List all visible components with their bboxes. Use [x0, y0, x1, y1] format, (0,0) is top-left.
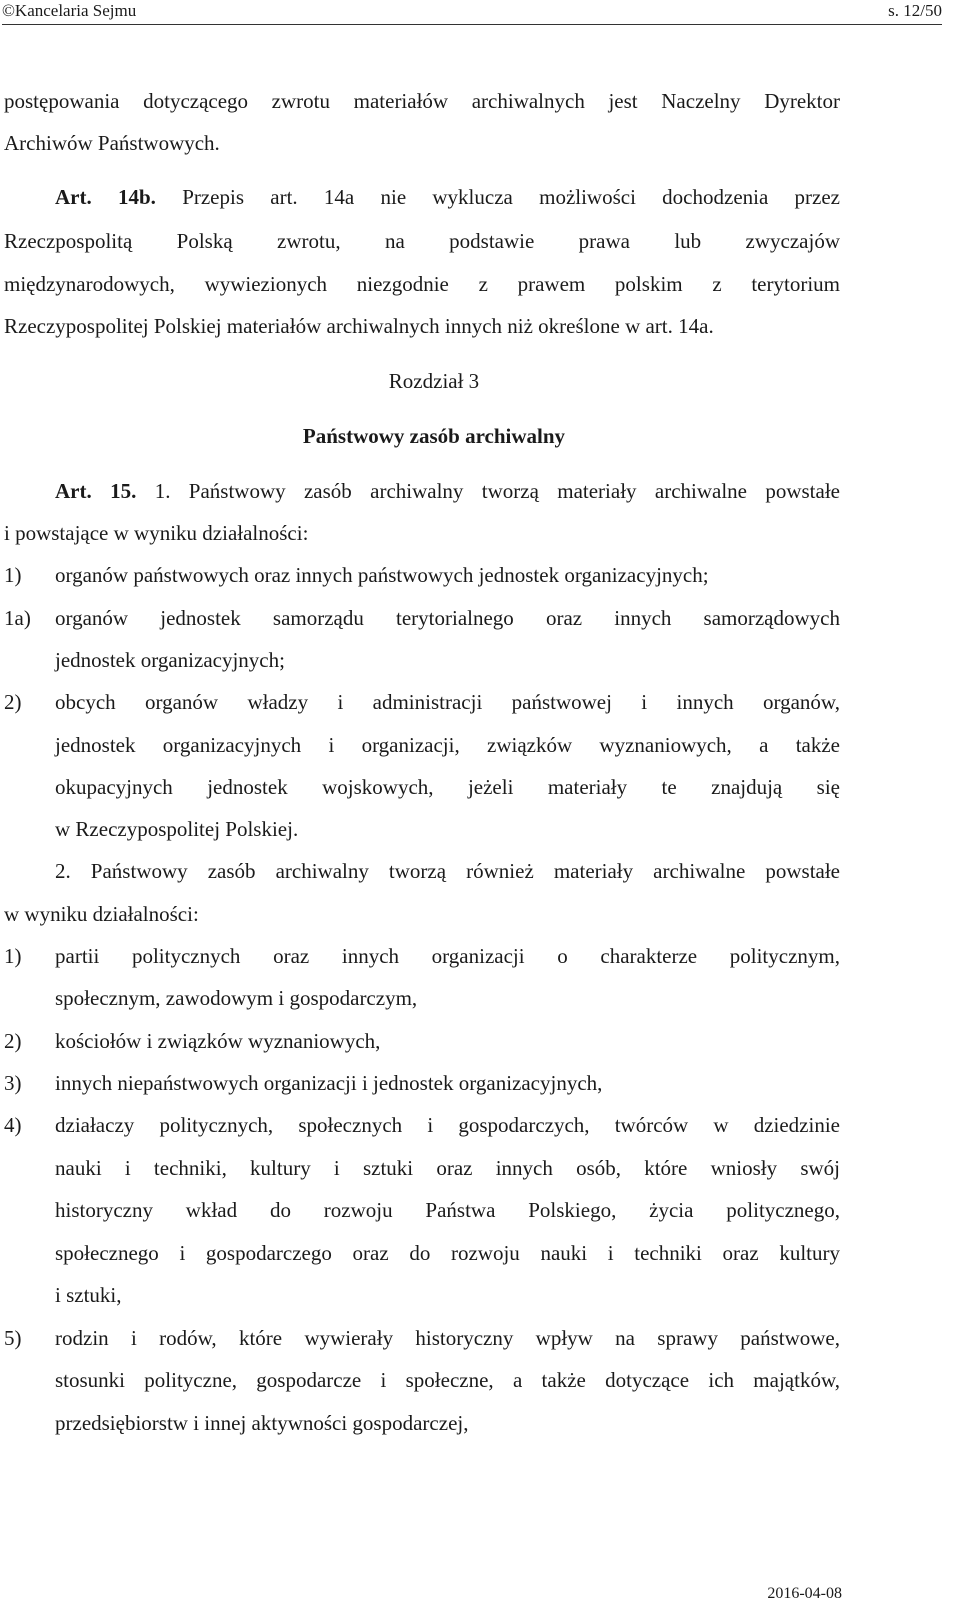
list-item-number: 5): [4, 1326, 22, 1350]
article-15-line: [55, 478, 840, 504]
document-date: 2016-04-08: [767, 1585, 842, 1602]
article-14b-line: międzynarodowych, wywiezionych niezgodnie z prawem polskim z terytorium: [4, 272, 840, 296]
list-item-number: 1a): [4, 606, 31, 630]
list-item-number: 1): [4, 944, 22, 968]
chapter-number: Rozdział 3: [388, 369, 480, 393]
list-item-number: 3): [4, 1071, 22, 1095]
list-item-text: obcych organów władzy i administracji państwowej i innych organów,: [55, 690, 840, 714]
list-item-number: 4): [4, 1113, 22, 1137]
list-item-text: organów jednostek samorządu terytorialnego oraz innych samorządowych: [55, 606, 840, 630]
copyright-notice: ©Kancelaria Sejmu: [2, 1, 137, 20]
article-14b-line: [55, 184, 840, 210]
list-item-text: historyczny wkład do rozwoju Państwa Polskiego, życia politycznego,: [55, 1198, 840, 1222]
article-text: Przepis art. 14a nie wyklucza możliwości dochodzenia przez: [182, 185, 840, 209]
list-item-text: stosunki polityczne, gospodarcze i społeczne, a także dotyczące ich majątków,: [55, 1368, 840, 1392]
list-item-text: okupacyjnych jednostek wojskowych, jeżeli materiały te znajdują się: [55, 775, 840, 799]
list-item-text: innych niepaństwowych organizacji i jednostek organizacyjnych,: [55, 1071, 603, 1095]
list-item-text: przedsiębiorstw i innej aktywności gospodarczej,: [55, 1411, 469, 1435]
list-item-text: jednostek organizacyjnych;: [55, 648, 285, 672]
article-15-line: 2. Państwowy zasób archiwalny tworzą również materiały archiwalne powstałe: [55, 859, 840, 883]
list-item-text: i sztuki,: [55, 1283, 122, 1307]
list-item-number: 2): [4, 1029, 22, 1053]
article-label: Art. 14b.: [55, 185, 156, 209]
article-label: Art. 15.: [55, 479, 137, 503]
list-item-text: nauki i techniki, kultury i sztuki oraz innych osób, które wniosły swój: [55, 1156, 840, 1180]
list-item-text: w Rzeczypospolitej Polskiej.: [55, 817, 299, 841]
list-item-text: społecznym, zawodowym i gospodarczym,: [55, 986, 418, 1010]
intro-line: Archiwów Państwowych.: [4, 131, 220, 155]
list-item-text: partii politycznych oraz innych organizacji o charakterze politycznym,: [55, 944, 840, 968]
list-item-text: kościołów i związków wyznaniowych,: [55, 1029, 381, 1053]
article-15-line: w wyniku działalności:: [4, 902, 199, 926]
chapter-title: Państwowy zasób archiwalny: [302, 424, 566, 448]
page-number: s. 12/50: [888, 1, 942, 20]
list-item-text: organów państwowych oraz innych państwowych jednostek organizacyjnych;: [55, 563, 709, 587]
list-item-number: 2): [4, 690, 22, 714]
intro-line: postępowania dotyczącego zwrotu materiałów archiwalnych jest Naczelny Dyrektor: [4, 89, 840, 113]
header-divider: [2, 24, 942, 25]
article-14b-line: Rzeczypospolitej Polskiej materiałów archiwalnych innych niż określone w art. 14a.: [4, 314, 714, 338]
list-item-text: jednostek organizacyjnych i organizacji, związków wyznaniowych, a także: [55, 733, 840, 757]
list-item-text: działaczy politycznych, społecznych i gospodarczych, twórców w dziedzinie: [55, 1113, 840, 1137]
page-header: [2, 0, 942, 26]
article-15-line: i powstające w wyniku działalności:: [4, 521, 309, 545]
article-text: 1. Państwowy zasób archiwalny tworzą materiały archiwalne powstałe: [154, 479, 840, 503]
article-14b-line: Rzeczpospolitą Polską zwrotu, na podstawie prawa lub zwyczajów: [4, 229, 840, 253]
list-item-number: 1): [4, 563, 22, 587]
list-item-text: społecznego i gospodarczego oraz do rozwoju nauki i techniki oraz kultury: [55, 1241, 840, 1265]
list-item-text: rodzin i rodów, które wywierały historyczny wpływ na sprawy państwowe,: [55, 1326, 840, 1350]
